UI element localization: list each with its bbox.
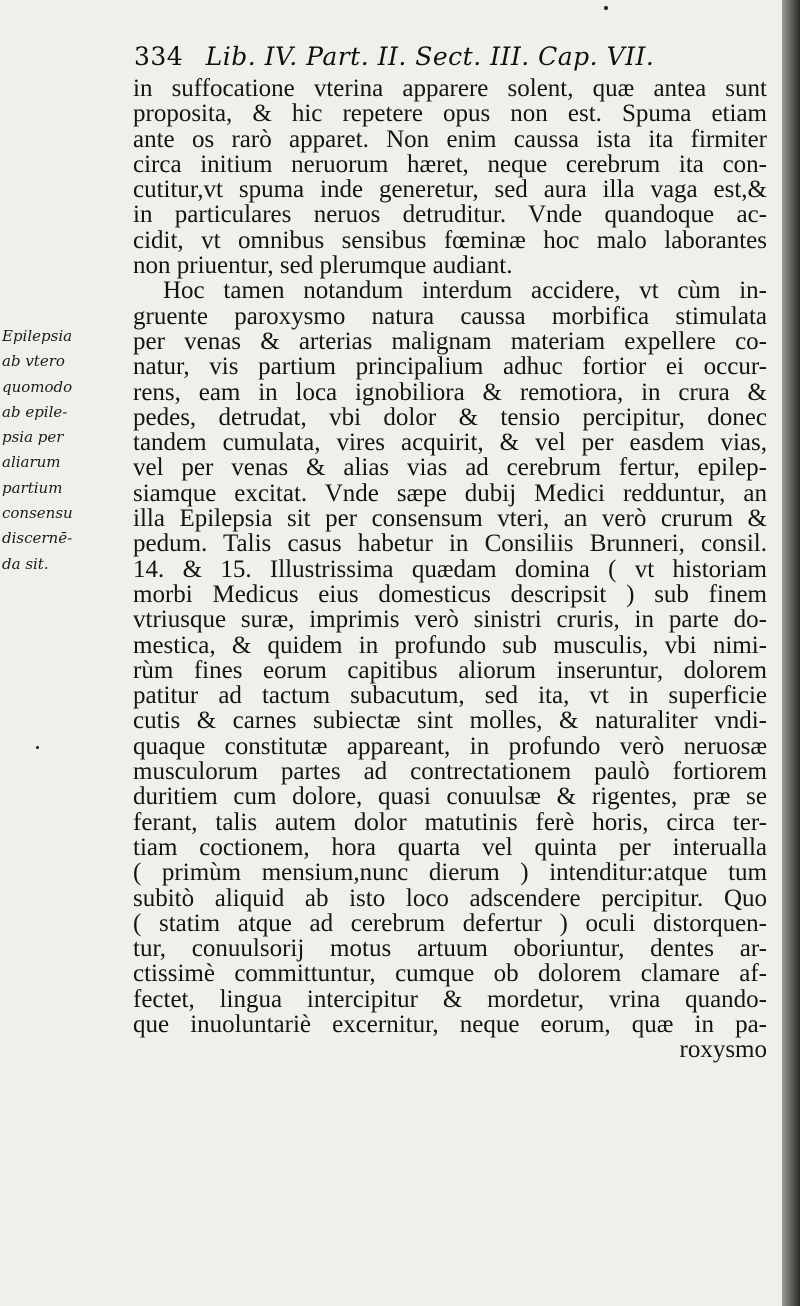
text-line: per venas & arterias malignam materiam expellere co- [133,327,767,355]
text-line: circa initium neruorum hæret, neque cerebrum ita con- [133,150,767,178]
text-line: fectet, lingua intercipitur & mordetur, vrina quando- [133,985,767,1013]
ink-speck [604,6,608,10]
text-line: ( primùm mensium,nunc dierum ) intenditur:atque tum [133,859,767,887]
text-line: ferant, talis autem dolor matutinis ferè horis, circa ter- [133,808,767,836]
text-line: que inuoluntariè excernitur, neque eorum, quæ in pa- [133,1010,767,1038]
text-line: vel per venas & alias vias ad cerebrum fertur, epilep- [133,454,767,482]
text-line: rùm fines eorum capitibus aliorum inseruntur, dolorem [133,656,767,684]
text-line: proposita, & hic repetere opus non est. Spuma etiam [133,100,767,128]
text-line: subitò aliquid ab isto loco adscendere percipitur. Quo [133,884,767,912]
text-line: vtriusque suræ, imprimis verò sinistri cruris, in parte do- [133,606,767,634]
text-line: ante os rarò apparet. Non enim caussa ista ita firmiter [133,125,767,153]
text-line: ctissimè committuntur, cumque ob dolorem clamare af- [133,960,767,988]
marginal-line: quomodo [2,377,73,396]
running-title: Lib. IV. Part. II. Sect. III. Cap. VII. [205,42,655,71]
ink-speck [36,746,39,749]
marginal-line: Epilepsia [2,327,73,345]
text-line: tiam coctionem, hora quarta vel quinta per interualla [133,833,767,861]
text-line: siamque excitat. Vnde sæpe dubij Medici redduntur, an [133,479,767,507]
text-line: cutitur,vt spuma inde generetur, sed aura illa vaga est,& [133,176,767,204]
text-line: morbi Medicus eius domesticus descripsit ) sub finem [133,580,767,608]
text-line: cidit, vt omnibus sensibus fœminæ hoc malo laborantes [133,226,767,254]
text-line: quaque constitutæ appareant, in profundo verò neruosæ [133,732,767,760]
text-line: tur, conuulsorij motus artuum oboriuntur, dentes ar- [133,935,767,963]
text-line: cutis & carnes subiectæ sint molles, & naturaliter vndi- [133,707,767,735]
text-line: patitur ad tactum subacutum, sed ita, vt in superficie [133,682,767,710]
marginal-line: da sit. [2,554,49,573]
marginal-line: partium [2,478,63,497]
text-line: tandem cumulata, vires acquirit, & vel per easdem vias, [133,429,767,457]
text-line: natur, vis partium principalium adhuc fortior ei occur- [133,353,767,381]
text-line: gruente paroxysmo natura caussa morbifica stimulata [133,302,767,330]
marginal-line: ab epile- [2,402,68,421]
text-line: Hoc tamen notandum interdum accidere, vt cùm in- [163,277,767,305]
text-line: mestica, & quidem in profundo sub musculis, vbi nimi- [133,631,767,659]
marginal-line: aliarum [2,453,61,472]
text-line: in suffocatione vterina apparere solent, quæ antea sunt [133,75,767,102]
page-number: 334 [134,42,184,71]
catchword: roxysmo [679,1036,767,1064]
marginal-note [2,324,128,577]
text-line: 14. & 15. Illustrissima quædam domina ( vt historiam [133,555,767,583]
marginal-line: ab vtero [2,352,65,371]
text-line: non priuentur, sed plerumque audiant. [133,252,513,280]
marginal-line: psia per [2,428,64,447]
text-line: pedum. Talis casus habetur in Consiliis Brunneri, consil. [133,530,767,558]
text-line: ( statim atque ad cerebrum defertur ) oculi distorquen- [133,909,767,937]
text-line: in particulares neruos detruditur. Vnde quandoque ac- [133,201,767,229]
page-gutter-shadow [782,0,800,1306]
body-text [133,76,767,1063]
marginal-line: discernē- [2,529,73,548]
running-header [134,42,654,71]
text-line: rens, eam in loca ignobiliora & remotiora, in crura & [133,378,767,406]
marginal-line: consensu [2,504,73,523]
text-line: illa Epilepsia sit per consensum vteri, an verò crurum & [133,505,767,533]
text-line: musculorum partes ad contrectationem paulò fortiorem [133,758,767,786]
text-line: duritiem cum dolore, quasi conuulsæ & rigentes, præ se [133,783,767,811]
text-line: pedes, detrudat, vbi dolor & tensio percipitur, donec [133,403,767,431]
